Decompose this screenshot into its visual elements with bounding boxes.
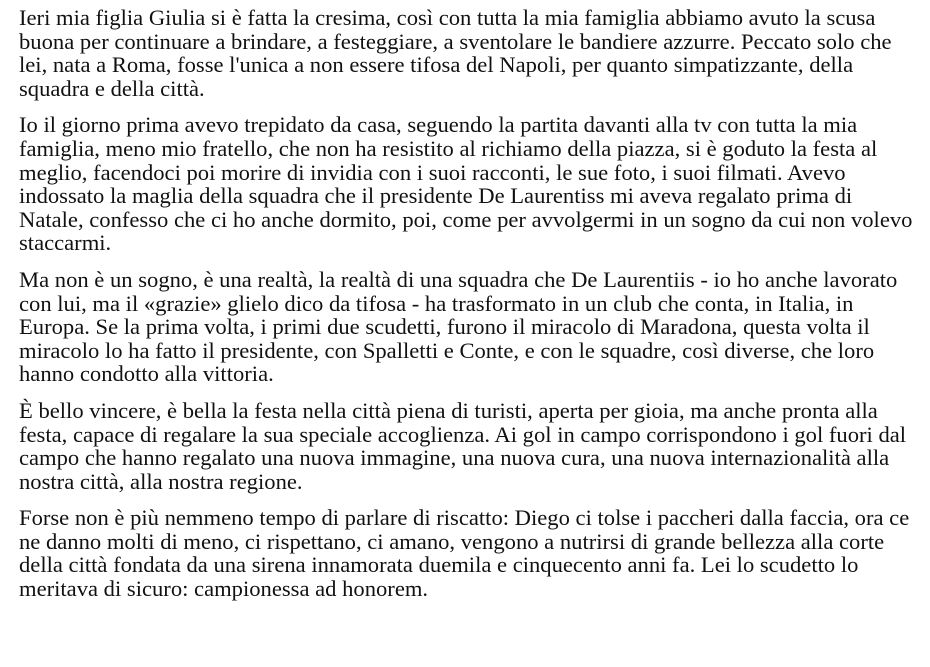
article-paragraph-5: Forse non è più nemmeno tempo di parlare di riscatto: Diego ci tolse i paccheri dalla faccia, ora ce ne danno molti di meno, ci rispettano, ci amano, vengono a nutrirsi di grande bellezza alla corte della città fondata da una sirena innamorata duemila e cinquecento anni fa. Lei lo scudetto lo meritava di sicuro: campionessa ad honorem. xyxy=(19,505,910,602)
article-paragraph-2: Io il giorno prima avevo trepidato da casa, seguendo la partita davanti alla tv con tutta la mia famiglia, meno mio fratello, che non ha resistito al richiamo della piazza, si è goduto la festa al meglio, facendoci poi morire di invidia con i suoi racconti, le sue foto, i suoi filmati. Avevo indossato la maglia della squadra che il presidente De Laurentiss mi aveva regalato prima di Natale, confesso che ci ho anche dormito, poi, come per avvolgermi in un sogno da cui non volevo staccarmi. xyxy=(19,112,913,256)
article-paragraph-4: È bello vincere, è bella la festa nella città piena di turisti, aperta per gioia, ma anche pronta alla festa, capace di regalare la sua speciale accoglienza. Ai gol in campo corrispondono i gol fuori dal campo che hanno regalato una nuova immagine, una nuova cura, una nuova internazionalità alla nostra città, alla nostra regione. xyxy=(19,397,907,494)
article-paragraph-1: Ieri mia figlia Giulia si è fatta la cresima, così con tutta la mia famiglia abbiamo avuto la scusa buona per continuare a brindare, a festeggiare, a sventolare le bandiere azzurre. Peccato solo che lei, nata a Roma, fosse l'unica a non essere tifosa del Napoli, per quanto simpatizzante, della squadra e della città. xyxy=(19,5,892,101)
article-paragraph-3: Ma non è un sogno, è una realtà, la realtà di una squadra che De Laurentiis - io ho anche lavorato con lui, ma il «grazie» glielo dico da tifosa - ha trasformato in un club che conta, in Italia, in Europa. Se la prima volta, i primi due scudetti, furono il miracolo di Maradona, questa volta il miracolo lo ha fatto il presidente, con Spalletti e Conte, e con le squadre, così diverse, che loro hanno condotto alla vittoria. xyxy=(19,266,898,387)
